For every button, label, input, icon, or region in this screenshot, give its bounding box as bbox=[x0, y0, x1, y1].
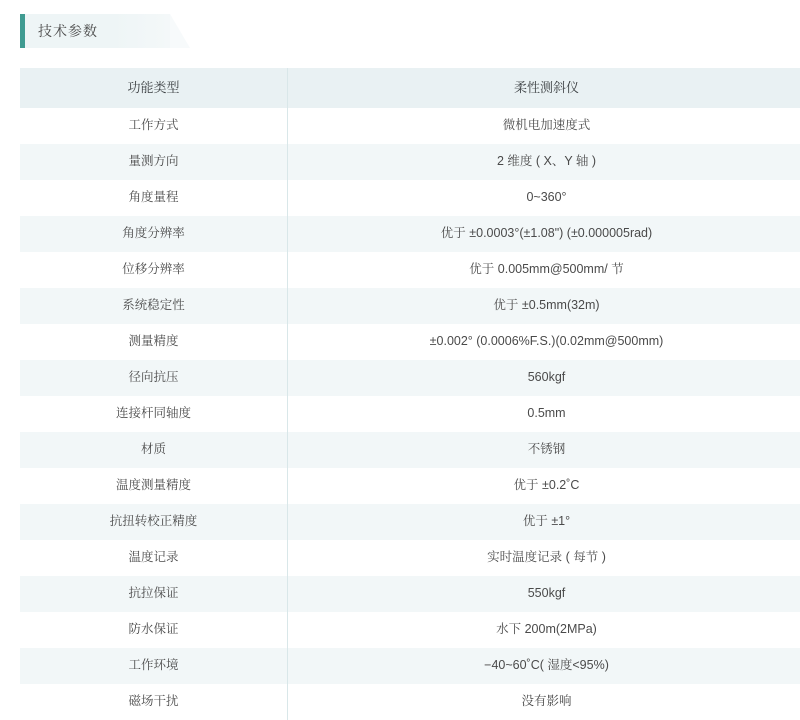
table-row bbox=[20, 360, 800, 396]
table-cell-value: 560kgf bbox=[288, 360, 800, 396]
table-cell-value: 没有影响 bbox=[288, 684, 800, 720]
table-cell-value: 0~360° bbox=[288, 180, 800, 216]
table-cell-value: ±0.002° (0.0006%F.S.)(0.02mm@500mm) bbox=[288, 324, 800, 360]
banner-accent-bar bbox=[20, 14, 25, 48]
table-cell-label: 材质 bbox=[20, 432, 288, 468]
table-cell-label: 连接杆同轴度 bbox=[20, 396, 288, 432]
table-cell-value: 优于 ±0.2˚C bbox=[288, 468, 800, 504]
table-cell-value: 实时温度记录 ( 每节 ) bbox=[288, 540, 800, 576]
table-row bbox=[20, 396, 800, 432]
table-cell-label: 温度记录 bbox=[20, 540, 288, 576]
table-body bbox=[20, 68, 800, 720]
table-row bbox=[20, 216, 800, 252]
table-row bbox=[20, 612, 800, 648]
table-cell-label: 角度量程 bbox=[20, 180, 288, 216]
table-cell-label: 抗拉保证 bbox=[20, 576, 288, 612]
table-cell-label: 径向抗压 bbox=[20, 360, 288, 396]
table-row bbox=[20, 252, 800, 288]
table-cell-label: 角度分辨率 bbox=[20, 216, 288, 252]
page-title: 技术参数 bbox=[38, 14, 98, 48]
table-cell-value: −40~60˚C( 湿度<95%) bbox=[288, 648, 800, 684]
table-cell-label: 测量精度 bbox=[20, 324, 288, 360]
table-row bbox=[20, 684, 800, 720]
table-row bbox=[20, 180, 800, 216]
table-cell-value: 2 维度 ( X、Y 轴 ) bbox=[288, 144, 800, 180]
table-cell-value: 微机电加速度式 bbox=[288, 108, 800, 144]
spec-page bbox=[0, 14, 800, 679]
table-cell-label: 位移分辨率 bbox=[20, 252, 288, 288]
table-cell-label: 防水保证 bbox=[20, 612, 288, 648]
table-header-row bbox=[20, 68, 800, 108]
table-row bbox=[20, 576, 800, 612]
table-cell-value: 优于 0.005mm@500mm/ 节 bbox=[288, 252, 800, 288]
table-cell-value: 优于 ±0.0003°(±1.08") (±0.000005rad) bbox=[288, 216, 800, 252]
section-banner bbox=[20, 14, 190, 48]
table-row bbox=[20, 648, 800, 684]
table-row bbox=[20, 324, 800, 360]
table-cell-value: 水下 200m(2MPa) bbox=[288, 612, 800, 648]
table-row bbox=[20, 504, 800, 540]
table-header-label: 功能类型 bbox=[20, 68, 288, 108]
table-cell-value: 550kgf bbox=[288, 576, 800, 612]
table-row bbox=[20, 108, 800, 144]
table-cell-value: 不锈钢 bbox=[288, 432, 800, 468]
table-cell-label: 抗扭转校正精度 bbox=[20, 504, 288, 540]
table-cell-value: 0.5mm bbox=[288, 396, 800, 432]
table-cell-label: 系统稳定性 bbox=[20, 288, 288, 324]
table-header-value: 柔性测斜仪 bbox=[288, 68, 800, 108]
table-cell-label: 工作环境 bbox=[20, 648, 288, 684]
table-row bbox=[20, 540, 800, 576]
table-row bbox=[20, 468, 800, 504]
table-cell-label: 温度测量精度 bbox=[20, 468, 288, 504]
table-cell-value: 优于 ±0.5mm(32m) bbox=[288, 288, 800, 324]
table-row bbox=[20, 144, 800, 180]
table-cell-label: 量测方向 bbox=[20, 144, 288, 180]
specifications-table bbox=[20, 68, 800, 720]
table-row bbox=[20, 432, 800, 468]
table-row bbox=[20, 288, 800, 324]
table-cell-label: 磁场干扰 bbox=[20, 684, 288, 720]
table-cell-value: 优于 ±1° bbox=[288, 504, 800, 540]
table-cell-label: 工作方式 bbox=[20, 108, 288, 144]
